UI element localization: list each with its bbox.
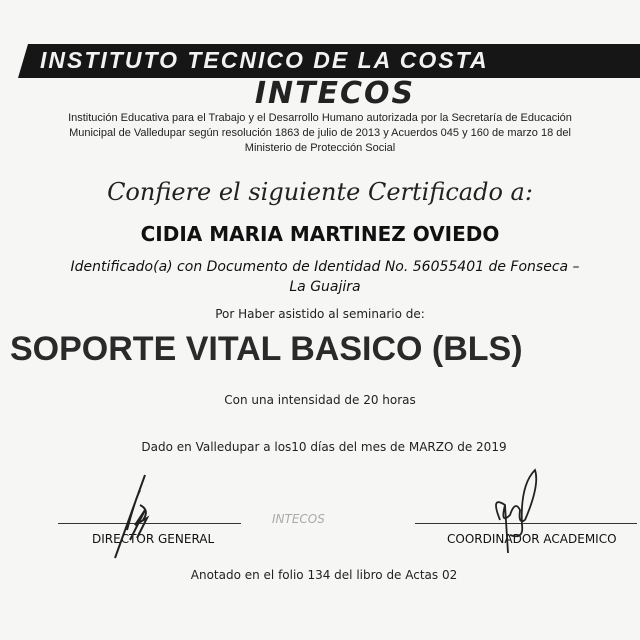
identification-line: La Guajira (289, 279, 361, 295)
confiere-heading: Confiere el siguiente Certificado a: (107, 178, 533, 206)
logo: INTECOS (254, 76, 416, 111)
director-signature (105, 470, 165, 560)
coordinator-role: COORDINADOR ACADEMICO (447, 532, 617, 546)
issue-date: Dado en Valledupar a los10 días del mes de MARZO de 2019 (141, 440, 507, 454)
description-line: Ministerio de Protección Social (244, 142, 396, 154)
seminar-intro: Por Haber asistido al seminario de: (215, 307, 425, 321)
director-role: DIRECTOR GENERAL (92, 532, 215, 546)
stamp-mark: INTECOS (272, 512, 325, 526)
seminar-title: SOPORTE VITAL BASICO (BLS) (10, 330, 523, 368)
intensity: Con una intensidad de 20 horas (224, 393, 416, 407)
institution-description (10, 111, 630, 156)
description-line: Municipal de Valledupar según resolución 1863 de julio de 2013 y Acuerdos 045 y 160 de marzo 18 del (69, 127, 571, 139)
folio-annotation: Anotado en el folio 134 del libro de Actas 02 (190, 568, 458, 582)
recipient-name: CIDIA MARIA MARTINEZ OVIEDO (140, 222, 500, 246)
institute-name: INSTITUTO TECNICO DE LA COSTA (40, 47, 489, 73)
description-line: Institución Educativa para el Trabajo y el Desarrollo Humano autorizada por la Secretaría de Educación (68, 112, 572, 124)
identification-line: Identificado(a) con Documento de Identidad No. 56055401 de Fonseca – (70, 259, 580, 275)
identification (0, 257, 640, 297)
coordinator-signature (480, 465, 550, 555)
